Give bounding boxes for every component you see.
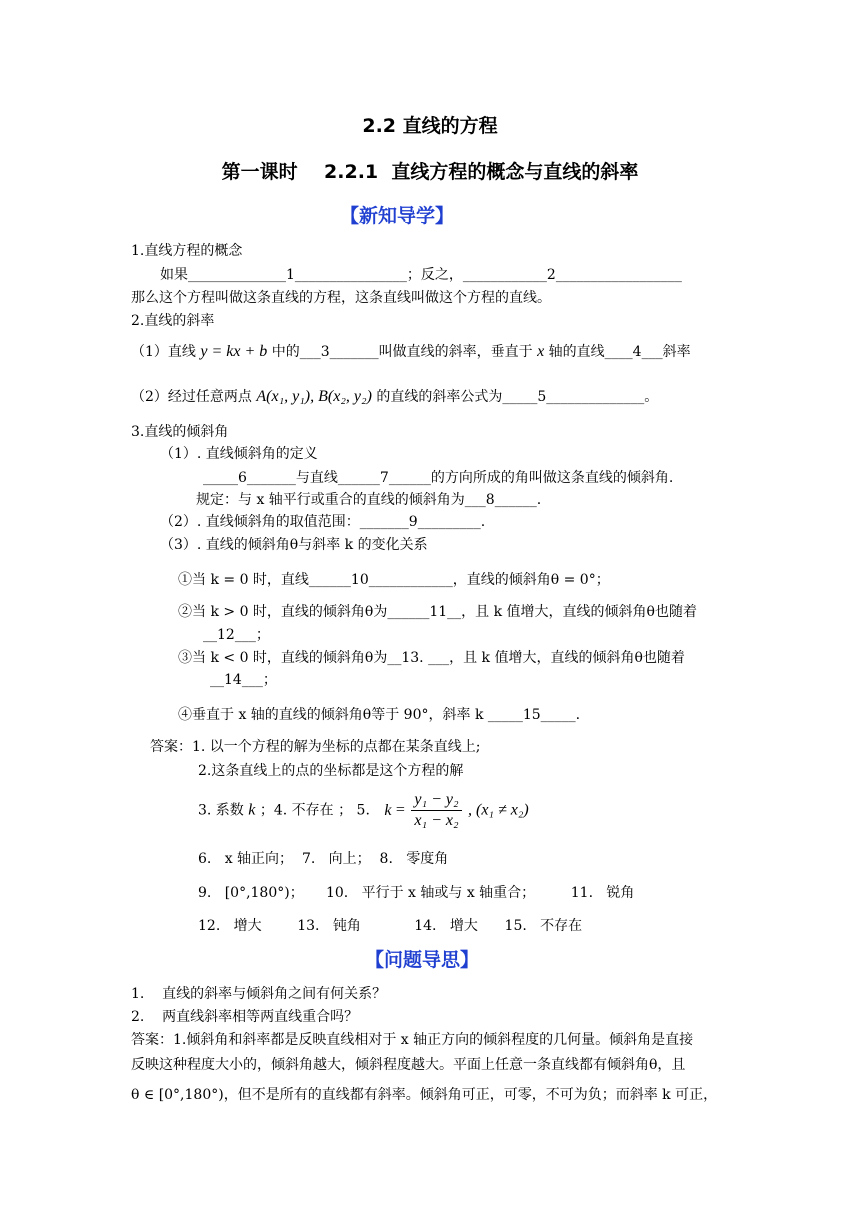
item2-p2-prefix: （2）经过任意两点	[131, 389, 252, 405]
slope-intercept-formula: y = kx + b	[200, 343, 268, 360]
item3-s1-def: _____6_______与直线______7______的方向所成的角叫做这条直线的倾斜角.	[203, 470, 674, 486]
item2-title: 2.直线的斜率	[131, 313, 215, 329]
item2-p1-mid: 中的___3_______叫做直线的斜率，垂直于	[271, 344, 533, 360]
item3-c3a: ③当 k < 0 时，直线的倾斜角θ为__13. ___，且 k 值增大，直线的倾斜角θ也随着	[178, 650, 685, 666]
answer3-mid: ；4. 不存在 ； 5.	[259, 802, 370, 819]
item3-c4: ④垂直于 x 轴的直线的倾斜角θ等于 90°，斜率 k _____15_____.	[178, 707, 581, 723]
item3-c2b: __12___；	[203, 627, 270, 643]
question-2: 2. 两直线斜率相等两直线重合吗？	[131, 1009, 359, 1025]
item3-s1: （1）. 直线倾斜角的定义	[160, 446, 318, 462]
item3-s2: （2）. 直线倾斜角的取值范围：_______9_________.	[160, 514, 486, 530]
item3-c3b: __14___；	[210, 672, 277, 688]
k-variable: k	[248, 801, 256, 819]
fraction-numerator: y₁ − y₂	[411, 790, 461, 811]
answers-line-5: 9. [0°,180°)； 10. 平行于 x 轴或与 x 轴重合； 11. 锐角	[198, 885, 635, 901]
answers-line-3	[198, 790, 529, 831]
slope-condition: , (x₁ ≠ x₂)	[467, 801, 529, 819]
answers-line-2: 2.这条直线上的点的坐标都是这个方程的解	[198, 763, 464, 779]
item3-c2a: ②当 k > 0 时，直线的倾斜角θ为______11__，且 k 值增大，直线的倾斜角θ也随着	[178, 604, 697, 620]
slope-fraction	[411, 790, 461, 831]
equals-sign: =	[395, 801, 405, 819]
answers-line-4: 6. x 轴正向； 7. 向上； 8. 零度角	[198, 851, 449, 867]
k-variable-2: k	[384, 801, 392, 819]
item3-s3: （3）. 直线的倾斜角θ与斜率 k 的变化关系	[160, 537, 428, 553]
item3-title: 3.直线的倾斜角	[131, 424, 229, 440]
item2-p2-suffix: 的直线的斜率公式为_____5______________。	[376, 389, 659, 405]
item1-line-a: 如果______________1________________；反之，____________2__________________	[160, 267, 682, 283]
item3-c1: ①当 k = 0 时，直线______10____________，直线的倾斜角θ = 0°；	[178, 572, 610, 588]
question-1: 1. 直线的斜率与倾斜角之间有何关系？	[131, 986, 387, 1002]
item3-s1-rule: 规定：与 x 轴平行或重合的直线的倾斜角为___8______.	[196, 492, 542, 508]
answer-para-line-1: 答案：1.倾斜角和斜率都是反映直线相对于 x 轴正方向的倾斜程度的几何量。倾斜角是直接	[131, 1032, 694, 1048]
answer3-prefix: 3. 系数	[198, 802, 244, 819]
item1-title: 1.直线方程的概念	[131, 243, 243, 259]
item2-p1	[131, 342, 691, 362]
x-variable: x	[537, 343, 545, 360]
answer-para-line-3: θ ∈ [0°,180°)，但不是所有的直线都有斜率。倾斜角可正，可零，不可为负；而斜率 k 可正，	[131, 1087, 718, 1103]
item2-p2	[131, 387, 658, 407]
page-subtitle: 第一课时 2.2.1 直线方程的概念与直线的斜率	[221, 161, 639, 183]
item2-p1-suffix: 轴的直线____4___斜率	[548, 344, 691, 360]
section-heading-questions: 【问题导思】	[365, 949, 480, 971]
answers-line-1: 答案：1. 以一个方程的解为坐标的点都在某条直线上;	[150, 739, 481, 755]
fraction-denominator: x₁ − x₂	[414, 812, 459, 829]
answers-line-6: 12. 增大 13. 钝角 14. 增大 15. 不存在	[198, 918, 583, 934]
section-heading-new-knowledge: 【新知导学】	[340, 205, 455, 227]
two-points-formula: A(x₁, y₁), B(x₂, y₂)	[256, 388, 372, 405]
answer-para-line-2: 反映这种程度大小的，倾斜角越大，倾斜程度越大。平面上任意一条直线都有倾斜角θ，且	[131, 1057, 686, 1073]
item2-p1-prefix: （1）直线	[131, 344, 196, 360]
page-title: 2.2 直线的方程	[362, 115, 498, 137]
item1-line-b: 那么这个方程叫做这条直线的方程，这条直线叫做这个方程的直线。	[131, 290, 551, 306]
